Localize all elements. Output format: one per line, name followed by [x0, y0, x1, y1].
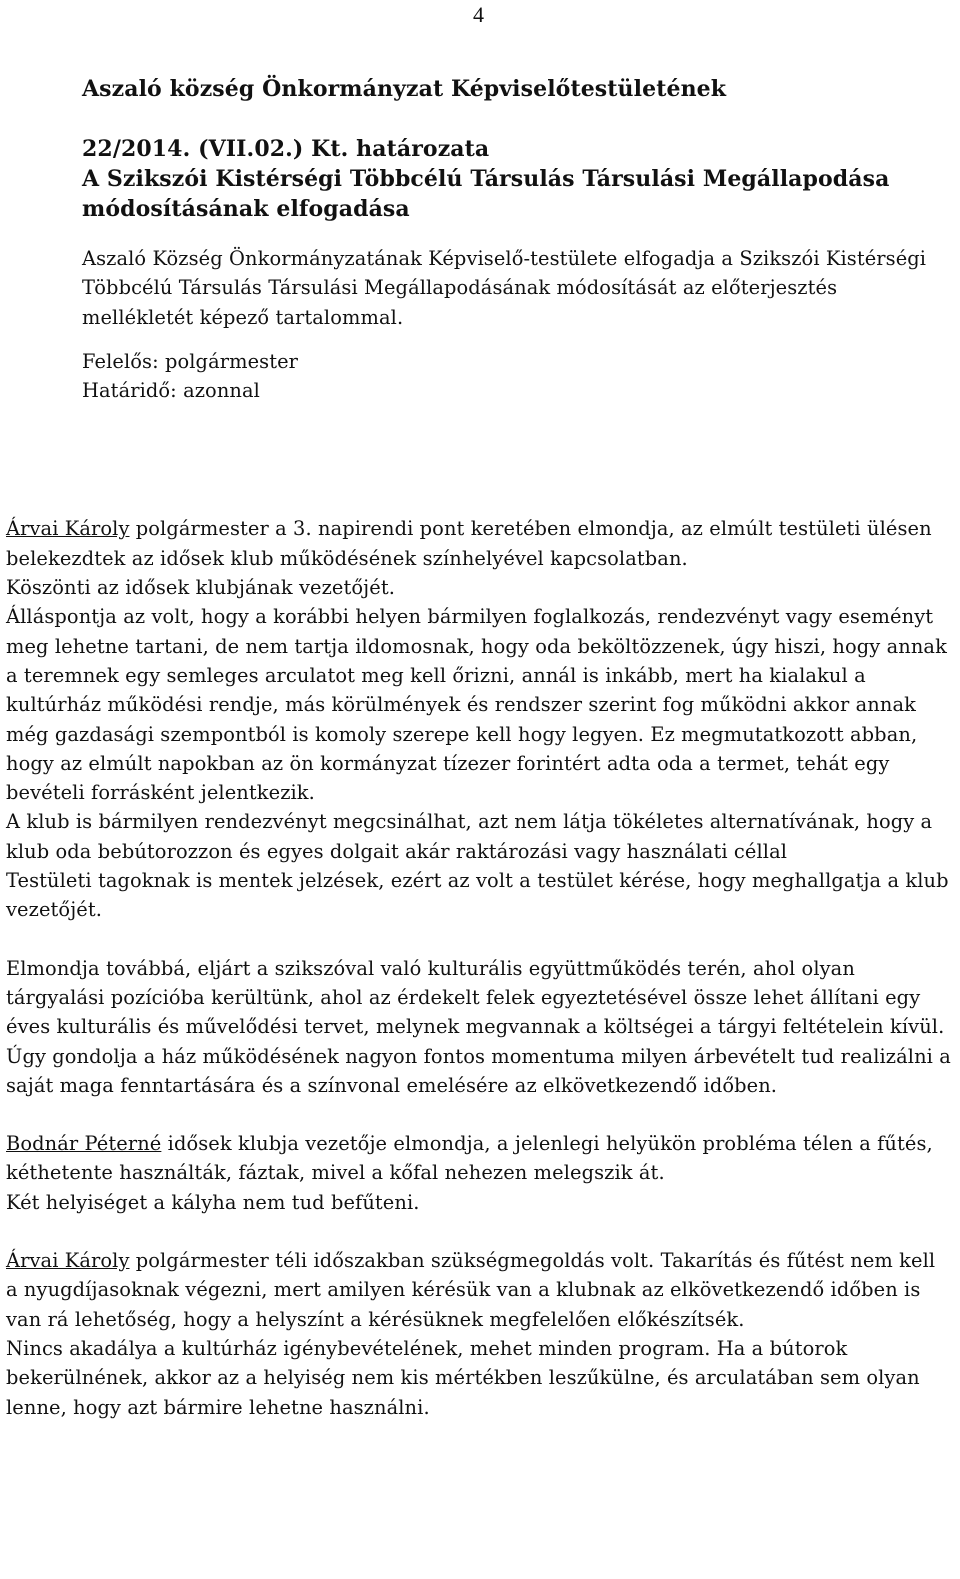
resolution-text-block	[82, 244, 952, 405]
resolution-header: Aszaló község Önkormányzat Képviselőtestületének	[82, 76, 727, 102]
minutes-section-2	[6, 954, 952, 1100]
minutes-paragraph	[6, 1246, 952, 1334]
minutes-paragraph	[6, 1129, 952, 1188]
minutes-section-3	[6, 1129, 952, 1217]
resolution-heading	[82, 74, 952, 224]
speaker-name: Árvai Károly	[6, 517, 130, 541]
minutes-paragraph: Két helyiséget a kályha nem tud befűteni.	[6, 1190, 420, 1214]
speaker-name: Bodnár Péterné	[6, 1132, 162, 1156]
paragraph-text: polgármester a 3. napirendi pont keretében elmondja, az elmúlt testületi ülésen belekezdtek az idősek klub működésének színhelyével kapcsolatban.	[6, 517, 932, 570]
speaker-name: Árvai Károly	[6, 1249, 130, 1273]
minutes-section-1	[6, 514, 952, 924]
resolution-body: Aszaló Község Önkormányzatának Képviselő-testülete elfogadja a Szikszói Kistérségi Többcélú Társulás Társulási Megállapodásának módosítását az előterjesztés mellékletét képező tartalommal.	[82, 247, 927, 329]
minutes-paragraph: Álláspontja az volt, hogy a korábbi helyen bármilyen foglalkozás, rendezvényt vagy eseményt meg lehetne tartani, de nem tartja ildomosnak, hogy oda beköltözzenek, úgy hiszi, hogy annak a teremnek egy semleges arculatot meg kell őrizni, annál is inkább, mert ha kialakul a kultúrház működési rendje, más körülmények és rendszer szerint fog működni akkor annak még gazdasági szempontból is komoly szerepe kell hogy legyen. Ez megmutatkozott abban, hogy az elmúlt napokban az ön kormányzat tízezer forintért adta oda a termet, tehát egy bevételi forrásként jelentkezik.	[6, 605, 947, 805]
minutes-section-4	[6, 1246, 952, 1422]
minutes-paragraph: Nincs akadálya a kultúrház igénybevételének, mehet minden program. Ha a bútorok bekerülnének, akkor az a helyiség nem kis mértékben leszűkülne, és arculatában sem olyan lenne, hogy azt bármire lehetne használni.	[6, 1336, 920, 1419]
document-body	[6, 74, 952, 1422]
resolution-deadline: Határidő: azonnal	[82, 379, 260, 403]
minutes-paragraph	[6, 514, 952, 573]
paragraph-text: polgármester téli időszakban szükségmegoldás volt. Takarítás és fűtést nem kell a nyugdíjasoknak végezni, mert amilyen kérésük van a klubnak az elkövetkezendő időben is van rá lehetőség, hogy a helyszínt a kérésüknek megfelelően előkészítsék.	[6, 1249, 936, 1331]
resolution-title-line1: A Szikszói Kistérségi Többcélú Társulás Társulási Megállapodása	[82, 166, 890, 192]
minutes-paragraph: Testületi tagoknak is mentek jelzések, ezért az volt a testület kérése, hogy meghallgatja a klub vezetőjét.	[6, 869, 949, 922]
resolution-number: 22/2014. (VII.02.) Kt. határozata	[82, 136, 490, 162]
minutes-paragraph: Köszönti az idősek klubjának vezetőjét.	[6, 576, 396, 600]
minutes-paragraph: Elmondja továbbá, eljárt a szikszóval való kulturális együttműködés terén, ahol olyan tárgyalási pozícióba kerültünk, ahol az érdekelt felek egyeztetésével össze lehet állítani egy éves kulturális és művelődési tervet, melynek megvannak a költségei a tárgyi feltételein kívül. Úgy gondolja a ház működésének nagyon fontos momentuma milyen árbevételt tud realizálni a saját maga fenntartására és a színvonal emelésére az elkövetkezendő időben.	[6, 956, 951, 1097]
minutes-paragraph: A klub is bármilyen rendezvényt megcsinálhat, azt nem látja tökéletes alternatívának, hogy a klub oda bebútorozzon és egyes dolgait akár raktározási vagy használati céllal	[6, 810, 933, 863]
paragraph-text: idősek klubja vezetője elmondja, a jelenlegi helyükön probléma télen a fűtés, kéthetente használták, fáztak, mivel a kőfal nehezen melegszik át.	[6, 1132, 933, 1185]
resolution-responsible: Felelős: polgármester	[82, 349, 299, 373]
resolution-title-line2: módosításának elfogadása	[82, 196, 410, 222]
page-number: 4	[473, 2, 484, 27]
